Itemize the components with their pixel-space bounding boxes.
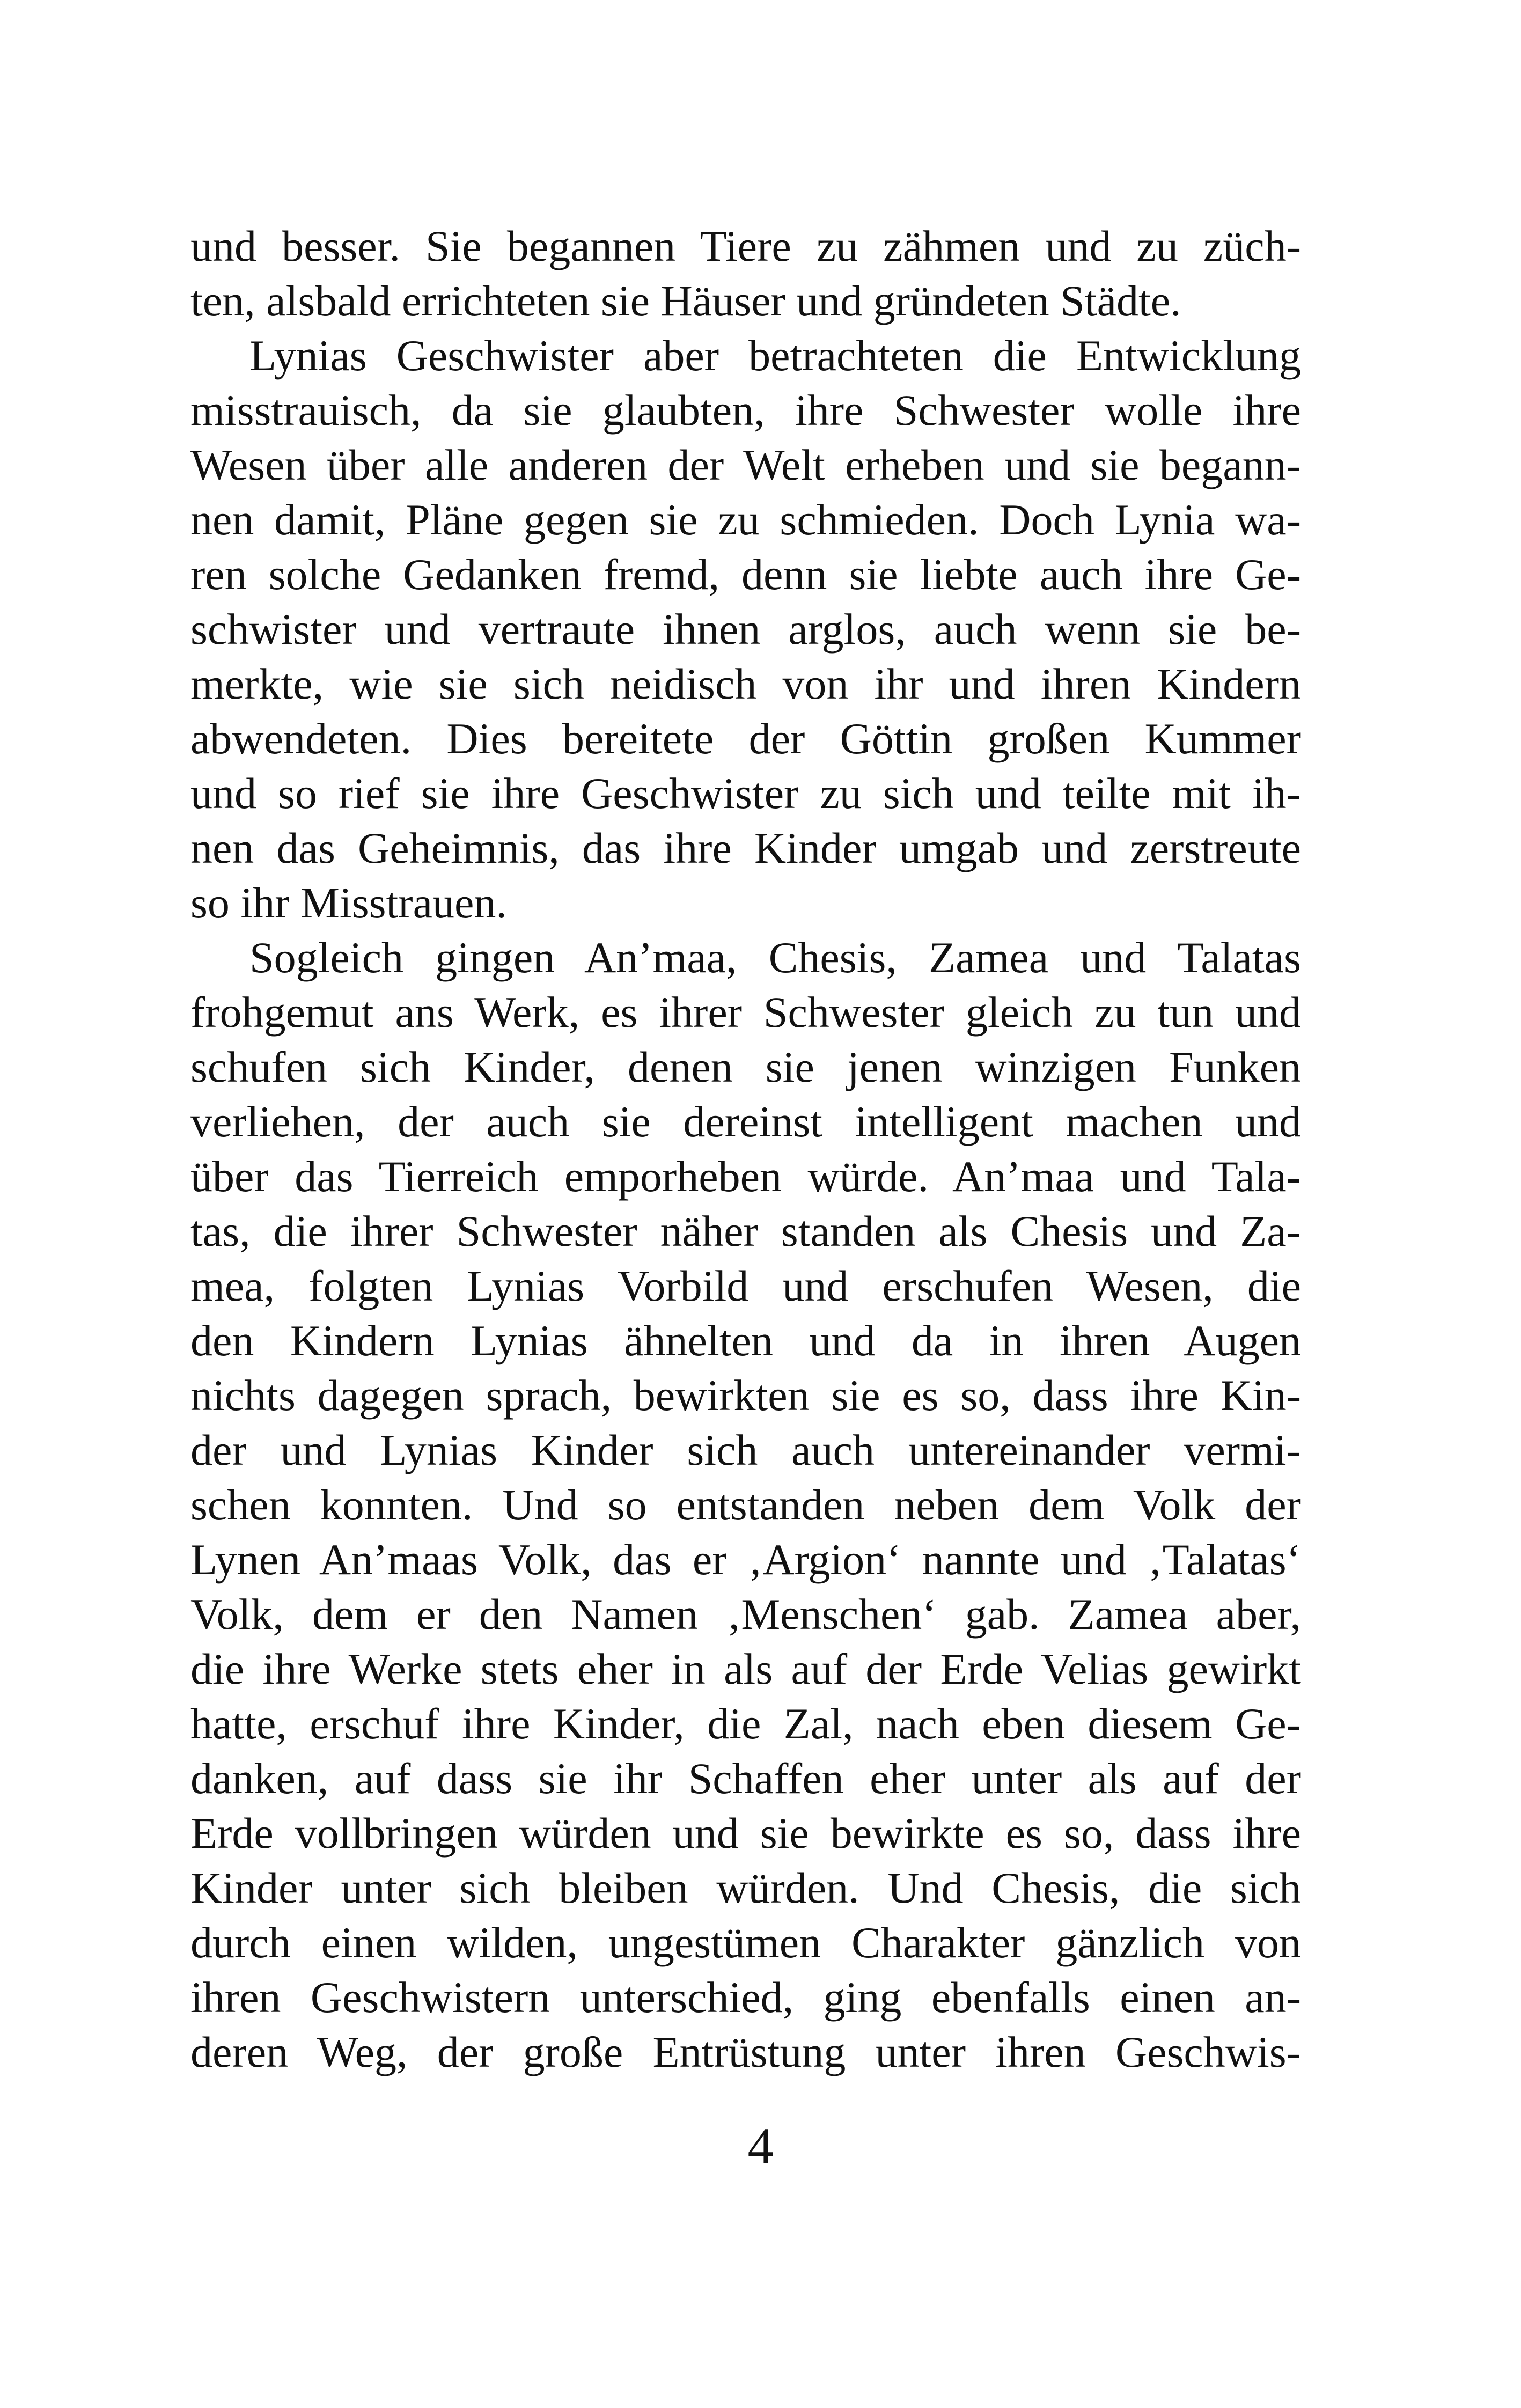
text-line: die ihre Werke stets eher in als auf der Erde Velias gewirkt <box>190 1645 1301 1693</box>
text-line: mea, folgten Lynias Vorbild und erschufen Wesen, die <box>190 1261 1301 1310</box>
body-text <box>190 219 1301 2080</box>
page-number: 4 <box>747 2117 774 2175</box>
text-line: ihren Geschwistern unterschied, ging ebenfalls einen an- <box>190 1973 1301 2022</box>
text-line: nen damit, Pläne gegen sie zu schmieden. Doch Lynia wa- <box>190 495 1301 544</box>
text-line: der und Lynias Kinder sich auch untereinander vermi- <box>190 1426 1301 1474</box>
text-line: und besser. Sie begannen Tiere zu zähmen und zu züch- <box>190 222 1301 270</box>
text-line: so ihr Misstrauen. <box>190 878 507 927</box>
text-line: Volk, dem er den Namen ‚Menschen‘ gab. Zamea aber, <box>190 1590 1301 1639</box>
text-line: abwendeten. Dies bereitete der Göttin großen Kummer <box>190 714 1301 763</box>
text-line: hatte, erschuf ihre Kinder, die Zal, nach eben diesem Ge- <box>190 1699 1301 1748</box>
text-line: über das Tierreich emporheben würde. An’maa und Tala- <box>190 1152 1301 1201</box>
text-line: tas, die ihrer Schwester näher standen als Chesis und Za- <box>190 1207 1301 1256</box>
text-line: merkte, wie sie sich neidisch von ihr und ihren Kindern <box>190 659 1301 708</box>
text-line: Erde vollbringen würden und sie bewirkte es so, dass ihre <box>190 1809 1301 1858</box>
text-line: den Kindern Lynias ähnelten und da in ihren Augen <box>190 1316 1301 1365</box>
text-line: schwister und vertraute ihnen arglos, auch wenn sie be- <box>190 605 1301 654</box>
text-line: frohgemut ans Werk, es ihrer Schwester gleich zu tun und <box>190 988 1301 1037</box>
text-line: Wesen über alle anderen der Welt erheben und sie begann- <box>190 441 1301 489</box>
text-line: ten, alsbald errichteten sie Häuser und gründeten Städte. <box>190 276 1181 325</box>
text-line: und so rief sie ihre Geschwister zu sich und teilte mit ih- <box>190 769 1301 818</box>
text-line: ren solche Gedanken fremd, denn sie liebte auch ihre Ge- <box>190 550 1301 599</box>
text-line: danken, auf dass sie ihr Schaffen eher unter als auf der <box>190 1754 1301 1803</box>
text-line: schen konnten. Und so entstanden neben dem Volk der <box>190 1480 1301 1529</box>
text-line: nen das Geheimnis, das ihre Kinder umgab und zerstreute <box>190 824 1301 872</box>
text-line: Lynias Geschwister aber betrachteten die Entwicklung <box>249 331 1301 380</box>
text-line: deren Weg, der große Entrüstung unter ihren Geschwis- <box>190 2028 1301 2076</box>
text-line: Kinder unter sich bleiben würden. Und Chesis, die sich <box>190 1863 1301 1912</box>
text-line: nichts dagegen sprach, bewirkten sie es so, dass ihre Kin- <box>190 1371 1301 1420</box>
text-line: durch einen wilden, ungestümen Charakter gänzlich von <box>190 1918 1301 1967</box>
text-line: verliehen, der auch sie dereinst intelligent machen und <box>190 1097 1301 1146</box>
text-line: Sogleich gingen An’maa, Chesis, Zamea und Talatas <box>249 933 1301 982</box>
text-line: misstrauisch, da sie glaubten, ihre Schwester wolle ihre <box>190 386 1301 435</box>
text-line: Lynen An’maas Volk, das er ‚Argion‘ nannte und ‚Talatas‘ <box>190 1535 1301 1584</box>
text-line: schufen sich Kinder, denen sie jenen winzigen Funken <box>190 1043 1301 1091</box>
